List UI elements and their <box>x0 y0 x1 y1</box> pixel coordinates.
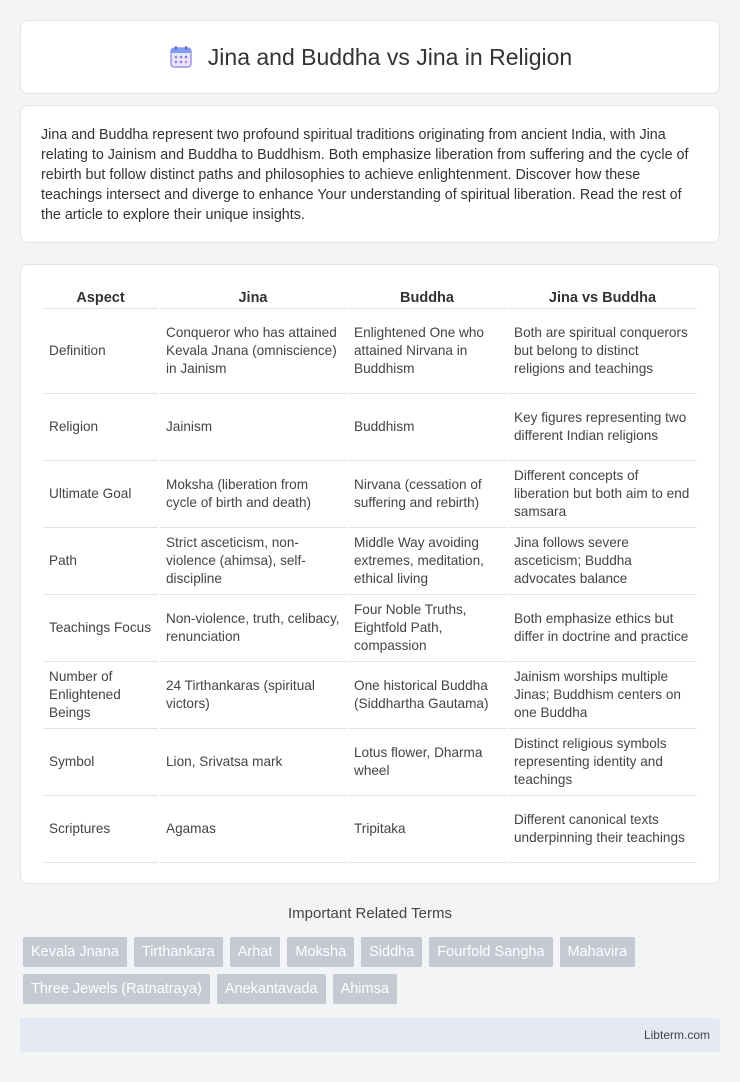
term-tag[interactable]: Fourfold Sangha <box>429 937 552 967</box>
header-jina: Jina <box>160 285 346 309</box>
cell-comparison: Different concepts of liberation but both aim to end samsara <box>508 461 697 528</box>
cell-comparison: Both emphasize ethics but differ in doctrine and practice <box>508 595 697 662</box>
table-row <box>43 461 697 528</box>
table-header-row <box>43 285 697 309</box>
cell-buddha: Four Noble Truths, Eightfold Path, compassion <box>348 595 506 662</box>
page-title: Jina and Buddha vs Jina in Religion <box>207 43 573 70</box>
intro-card <box>20 105 720 243</box>
cell-jina: Moksha (liberation from cycle of birth and death) <box>160 461 346 528</box>
cell-aspect: Religion <box>43 394 158 461</box>
cell-jina: Agamas <box>160 796 346 863</box>
term-tag[interactable]: Tirthankara <box>134 937 223 967</box>
footer <box>20 1018 720 1052</box>
comparison-table-card <box>20 264 720 884</box>
cell-buddha: Nirvana (cessation of suffering and rebirth) <box>348 461 506 528</box>
cell-comparison: Jainism worships multiple Jinas; Buddhism centers on one Buddha <box>508 662 697 729</box>
cell-aspect: Number of Enlightened Beings <box>43 662 158 729</box>
cell-aspect: Ultimate Goal <box>43 461 158 528</box>
cell-jina: Non-violence, truth, celibacy, renunciation <box>160 595 346 662</box>
cell-comparison: Both are spiritual conquerors but belong to distinct religions and teachings <box>508 309 697 394</box>
cell-aspect: Symbol <box>43 729 158 796</box>
cell-buddha: Buddhism <box>348 394 506 461</box>
cell-aspect: Teachings Focus <box>43 595 158 662</box>
cell-buddha: One historical Buddha (Siddhartha Gautama) <box>348 662 506 729</box>
header-aspect: Aspect <box>43 285 158 309</box>
related-terms-list <box>23 937 723 1004</box>
cell-buddha: Enlightened One who attained Nirvana in Buddhism <box>348 309 506 394</box>
cell-buddha: Lotus flower, Dharma wheel <box>348 729 506 796</box>
term-tag[interactable]: Moksha <box>287 937 354 967</box>
cell-jina: Strict asceticism, non-violence (ahimsa), self-discipline <box>160 528 346 595</box>
comparison-table <box>41 285 699 863</box>
cell-comparison: Distinct religious symbols representing identity and teachings <box>508 729 697 796</box>
cell-aspect: Definition <box>43 309 158 394</box>
term-tag[interactable]: Three Jewels (Ratnatraya) <box>23 974 210 1004</box>
term-tag[interactable]: Kevala Jnana <box>23 937 127 967</box>
cell-jina: Lion, Srivatsa mark <box>160 729 346 796</box>
cell-comparison: Key figures representing two different Indian religions <box>508 394 697 461</box>
footer-site-link[interactable]: Libterm.com <box>643 1028 710 1042</box>
intro-text: Jina and Buddha represent two profound spiritual traditions originating from ancient India, with Jina relating to Jainism and Buddha to Buddhism. Both emphasize liberation from suffering and the cycle of rebirth but follow distinct paths and philosophies to achieve enlightenment. Discover how these teachings intersect and diverge to enhance Your understanding of spiritual liberation. Read the rest of the article to explore their unique insights. <box>41 127 689 223</box>
cell-buddha: Middle Way avoiding extremes, meditation, ethical living <box>348 528 506 595</box>
term-tag[interactable]: Arhat <box>230 937 281 967</box>
term-tag[interactable]: Siddha <box>361 937 422 967</box>
cell-comparison: Different canonical texts underpinning their teachings <box>508 796 697 863</box>
cell-aspect: Path <box>43 528 158 595</box>
header-card <box>20 20 720 94</box>
term-tag[interactable]: Mahavira <box>560 937 636 967</box>
cell-comparison: Jina follows severe asceticism; Buddha advocates balance <box>508 528 697 595</box>
header-comparison: Jina vs Buddha <box>508 285 697 309</box>
table-row <box>43 796 697 863</box>
header-buddha: Buddha <box>348 285 506 309</box>
table-row <box>43 729 697 796</box>
title-wrap <box>168 44 572 71</box>
term-tag[interactable]: Ahimsa <box>333 974 397 1004</box>
related-terms-heading: Important Related Terms <box>288 905 452 922</box>
cell-jina: 24 Tirthankaras (spiritual victors) <box>160 662 346 729</box>
cell-jina: Jainism <box>160 394 346 461</box>
table-row <box>43 595 697 662</box>
table-row <box>43 309 697 394</box>
cell-aspect: Scriptures <box>43 796 158 863</box>
calendar-icon <box>168 44 194 70</box>
table-row <box>43 662 697 729</box>
term-tag[interactable]: Anekantavada <box>217 974 326 1004</box>
cell-jina: Conqueror who has attained Kevala Jnana (omniscience) in Jainism <box>160 309 346 394</box>
table-row <box>43 394 697 461</box>
cell-buddha: Tripitaka <box>348 796 506 863</box>
table-row <box>43 528 697 595</box>
